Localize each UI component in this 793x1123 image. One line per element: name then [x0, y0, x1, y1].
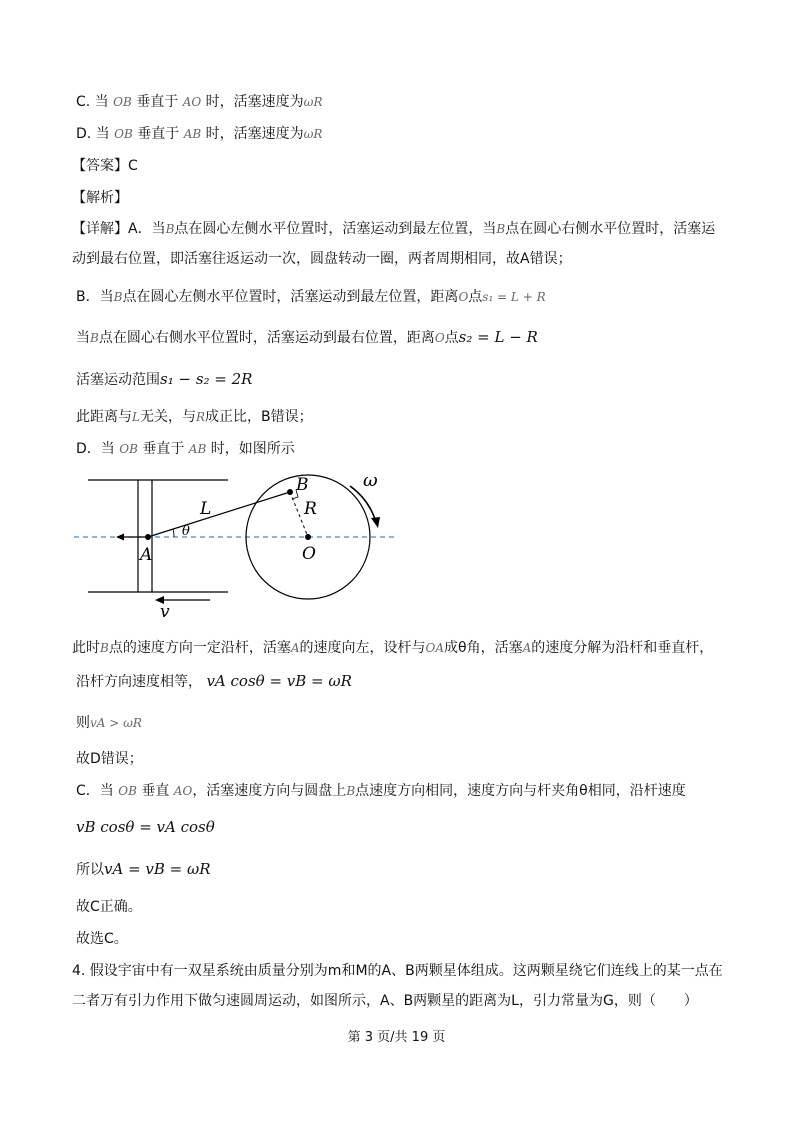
detail-para-d2: 此时B点的速度方向一定沿杆，活塞A的速度向左，设杆与OA成θ角，活塞A的速度分解为沿杆和垂直杆， [72, 640, 714, 656]
label-v: v [160, 602, 170, 620]
detail-para-d3: 沿杆方向速度相等， vA cosθ = vB = ωR [76, 672, 352, 690]
option-d: D. 当 OB 垂直于 AB 时，活塞速度为ωR [76, 126, 323, 142]
detail-para-c5: 故选C。 [76, 931, 128, 947]
answer-line: 【答案】C [72, 158, 138, 174]
detail-para-b4: 此距离与L无关，与R成正比，B错误； [76, 409, 313, 425]
detail-para-d4: 则vA > ωR [76, 715, 142, 731]
point-o [305, 534, 311, 540]
label-b: B [296, 475, 309, 495]
detail-para-c2: vB cosθ = vA cosθ [76, 818, 215, 836]
detail-para-c1: C．当 OB 垂直 AO，活塞速度方向与圆盘上B点速度方向相同，速度方向与杆夹角θ相同，沿杆速度 [76, 783, 686, 799]
detail-para-b1: B．当B点在圆心左侧水平位置时，活塞运动到最左位置，距离O点s₁ = L + R [76, 289, 546, 305]
question-4: 4. 假设宇宙中有一双星系统由质量分别为m和M的A、B两颗星体组成。这两颗星绕它们连线上的某一点在二者万有引力作用下做匀速圆周运动，如图所示，A、B两颗星的距离为L，引力常量为G，则（ ） [72, 963, 723, 1009]
piston-crank-diagram [60, 470, 410, 620]
page-footer: 第 3 页/共 19 页 [347, 1030, 446, 1045]
label-omega: ω [363, 470, 378, 491]
detail-para-b2: 当B点在圆心右侧水平位置时，活塞运动到最右位置，距离O点s₂ = L − R [76, 328, 538, 346]
arrowhead-left [116, 534, 124, 541]
point-a [145, 534, 151, 540]
detail-para-a: 【详解】A．当B点在圆心左侧水平位置时，活塞运动到最左位置，当B点在圆心右侧水平位置时，活塞运动到最右位置，即活塞往返运动一次，圆盘转动一圈，两者周期相同，故A错误； [72, 221, 716, 267]
theta-arc [173, 529, 174, 537]
label-theta: θ [182, 524, 190, 539]
detail-para-d1: D．当 OB 垂直于 AB 时，如图所示 [76, 441, 295, 457]
label-o: O [302, 544, 316, 564]
label-r: R [304, 499, 317, 519]
detail-para-b3: 活塞运动范围s₁ − s₂ = 2R [76, 370, 253, 388]
rotation-arc [350, 486, 376, 522]
detail-para-d5: 故D错误； [76, 751, 143, 767]
point-b [287, 489, 293, 495]
detail-para-c3: 所以vA = vB = ωR [76, 860, 211, 878]
option-c: C. 当 OB 垂直于 AO 时，活塞速度为ωR [76, 94, 323, 110]
label-a: A [140, 545, 153, 565]
label-l: L [200, 499, 212, 519]
rotation-arrowhead [371, 517, 380, 528]
analysis-label: 【解析】 [72, 190, 128, 206]
detail-para-c4: 故C正确。 [76, 899, 142, 915]
connecting-rod [148, 492, 290, 537]
